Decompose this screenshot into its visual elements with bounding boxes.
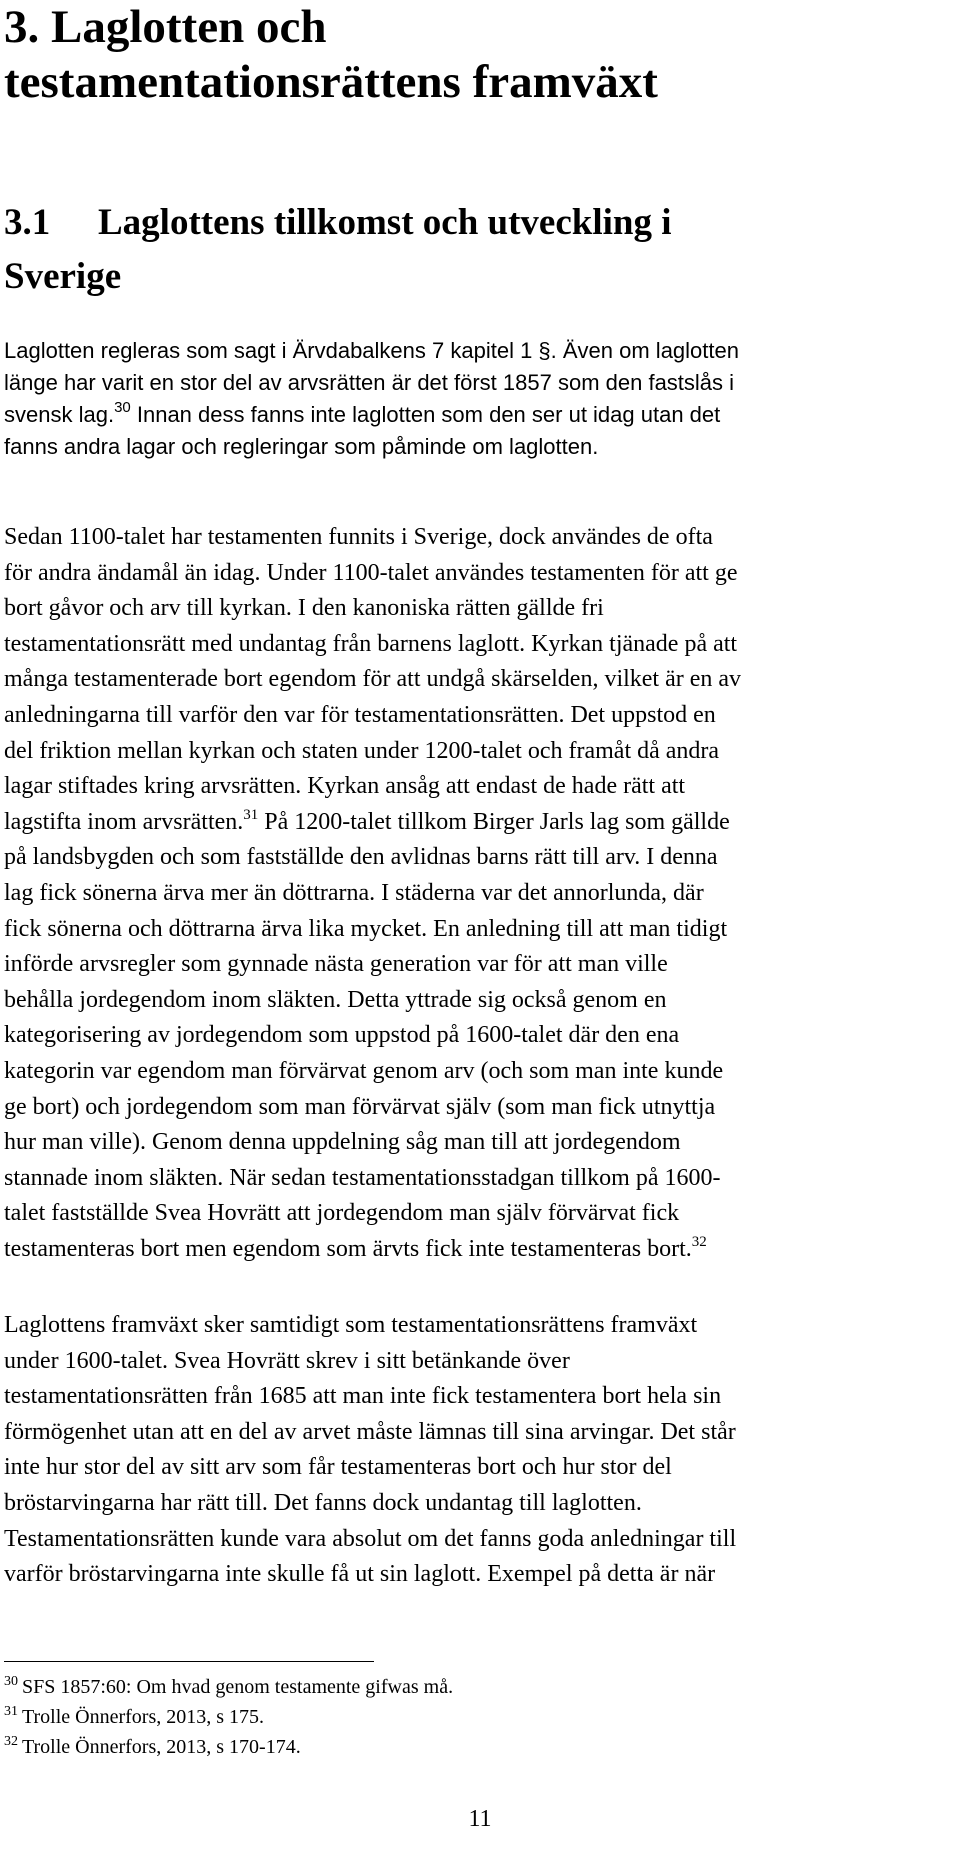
paragraph-2-line: ge bort) och jordegendom som man förvärvat själv (som man fick utnyttja <box>4 1093 716 1120</box>
paragraph-1-line: fanns andra lagar och regleringar som påminde om laglotten. <box>4 434 599 459</box>
paragraph-2-line: testamentationsrätt med undantag från barnens laglott. Kyrkan tjänade på att <box>4 630 738 657</box>
paragraph-2-line <box>4 805 944 841</box>
footnote-ref-32[interactable]: 32 <box>691 1233 707 1250</box>
footnote-number: 31 <box>4 1704 18 1719</box>
footnote-ref-30[interactable]: 30 <box>114 399 131 416</box>
footnote-32 <box>4 1732 944 1762</box>
paragraph-3-line: förmögenhet utan att en del av arvet måste lämnas till sina arvingar. Det står <box>4 1418 736 1445</box>
paragraph-2 <box>4 520 944 1267</box>
footnote-text: Trolle Önnerfors, 2013, s 175. <box>22 1706 265 1728</box>
paragraph-2-text: lagstifta inom arvsrätten. <box>4 808 244 835</box>
paragraph-2-line: del friktion mellan kyrkan och staten under 1200-talet och framåt då andra <box>4 737 720 764</box>
paragraph-2-line: bort gåvor och arv till kyrkan. I den kanoniska rätten gällde fri <box>4 595 604 622</box>
paragraph-2-line: lagar stiftades kring arvsrätten. Kyrkan ansåg att endast de hade rätt att <box>4 773 686 800</box>
section-heading <box>4 196 944 304</box>
footnote-separator <box>4 1661 374 1662</box>
paragraph-1-line <box>4 399 944 431</box>
paragraph-2-line: för andra ändamål än idag. Under 1100-talet användes testamenten för att ge <box>4 559 738 586</box>
paragraph-2-line: lag fick sönerna ärva mer än döttrarna. I städerna var det annorlunda, där <box>4 879 704 906</box>
paragraph-3-line: testamentationsrätten från 1685 att man inte fick testamentera bort hela sin <box>4 1383 722 1410</box>
page-number: 11 <box>468 1806 492 1832</box>
paragraph-2-line: behålla jordegendom inom släkten. Detta yttrade sig också genom en <box>4 986 667 1013</box>
footnote-text: Trolle Önnerfors, 2013, s 170-174. <box>22 1736 301 1758</box>
paragraph-2-line: talet fastställde Svea Hovrätt att jordegendom man själv förvärvat fick <box>4 1200 680 1227</box>
paragraph-2-line: kategorisering av jordegendom som uppstod på 1600-talet där den ena <box>4 1022 680 1049</box>
paragraph-1-line: Laglotten regleras som sagt i Ärvdabalkens 7 kapitel 1 §. Även om laglotten <box>4 338 739 363</box>
paragraph-1-line: länge har varit en stor del av arvsrätten är det först 1857 som den fastslås i <box>4 370 735 395</box>
paragraph-2-line: på landsbygden och som fastställde den avlidnas barns rätt till arv. I denna <box>4 844 718 871</box>
footnotes <box>4 1672 944 1762</box>
footnote-31 <box>4 1702 944 1732</box>
paragraph-2-text: testamenteras bort men egendom som ärvts fick inte testamenteras bort. <box>4 1235 692 1262</box>
footnote-number: 32 <box>4 1734 18 1749</box>
footnote-ref-31[interactable]: 31 <box>243 806 259 823</box>
footnote-30 <box>4 1672 944 1702</box>
paragraph-2-line: införde arvsregler som gynnade nästa generation var för att man ville <box>4 951 668 978</box>
paragraph-2-line: Sedan 1100-talet har testamenten funnits i Sverige, dock användes de ofta <box>4 524 713 550</box>
section-title-part-2: Sverige <box>4 256 122 297</box>
section-heading-line-1 <box>4 196 944 250</box>
paragraph-3-line: bröstarvingarna har rätt till. Det fanns dock undantag till laglotten. <box>4 1489 642 1516</box>
paragraph-2-line: kategorin var egendom man förvärvat genom arv (och som man inte kunde <box>4 1057 724 1084</box>
paragraph-3-line: under 1600-talet. Svea Hovrätt skrev i sitt betänkande över <box>4 1347 570 1374</box>
paragraph-2-line: stannade inom släkten. När sedan testamentationsstadgan tillkom på 1600- <box>4 1164 721 1191</box>
paragraph-3-line: inte hur stor del av sitt arv som får testamenteras bort och hur stor del <box>4 1454 672 1481</box>
paragraph-1-text: svensk lag. <box>4 402 115 427</box>
paragraph-3-line: Laglottens framväxt sker samtidigt som testamentationsrättens framväxt <box>4 1312 698 1338</box>
paragraph-2-line: fick sönerna och döttrarna ärva lika mycket. En anledning till att man tidigt <box>4 915 728 942</box>
chapter-heading <box>4 0 944 110</box>
paragraph-2-line: anledningarna till varför den var för testamentationsrätten. Det uppstod en <box>4 701 716 728</box>
chapter-heading-line-2: testamentationsrättens framväxt <box>4 56 658 108</box>
paragraph-2-text: På 1200-talet tillkom Birger Jarls lag som gällde <box>258 808 730 835</box>
paragraph-2-line <box>4 1232 944 1268</box>
paragraph-1-text: Innan dess fanns inte laglotten som den ser ut idag utan det <box>130 402 721 427</box>
paragraph-2-line: hur man ville). Genom denna uppdelning såg man till att jordegendom <box>4 1129 681 1156</box>
paragraph-2-line: många testamenterade bort egendom för att undgå skärselden, vilket är en av <box>4 666 742 693</box>
paragraph-3-line: varför bröstarvingarna inte skulle få ut sin laglott. Exempel på detta är när <box>4 1561 716 1588</box>
paragraph-3 <box>4 1308 944 1593</box>
section-number: 3.1 <box>4 202 51 243</box>
paragraph-3-line: Testamentationsrätten kunde vara absolut om det fanns goda anledningar till <box>4 1525 737 1552</box>
section-title-part-1: Laglottens tillkomst och utveckling i <box>98 202 672 243</box>
footnote-number: 30 <box>4 1674 18 1689</box>
paragraph-1 <box>4 335 944 463</box>
footnote-text: SFS 1857:60: Om hvad genom testamente gifwas må. <box>22 1676 454 1698</box>
chapter-heading-line-1: 3. Laglotten och <box>4 1 327 53</box>
